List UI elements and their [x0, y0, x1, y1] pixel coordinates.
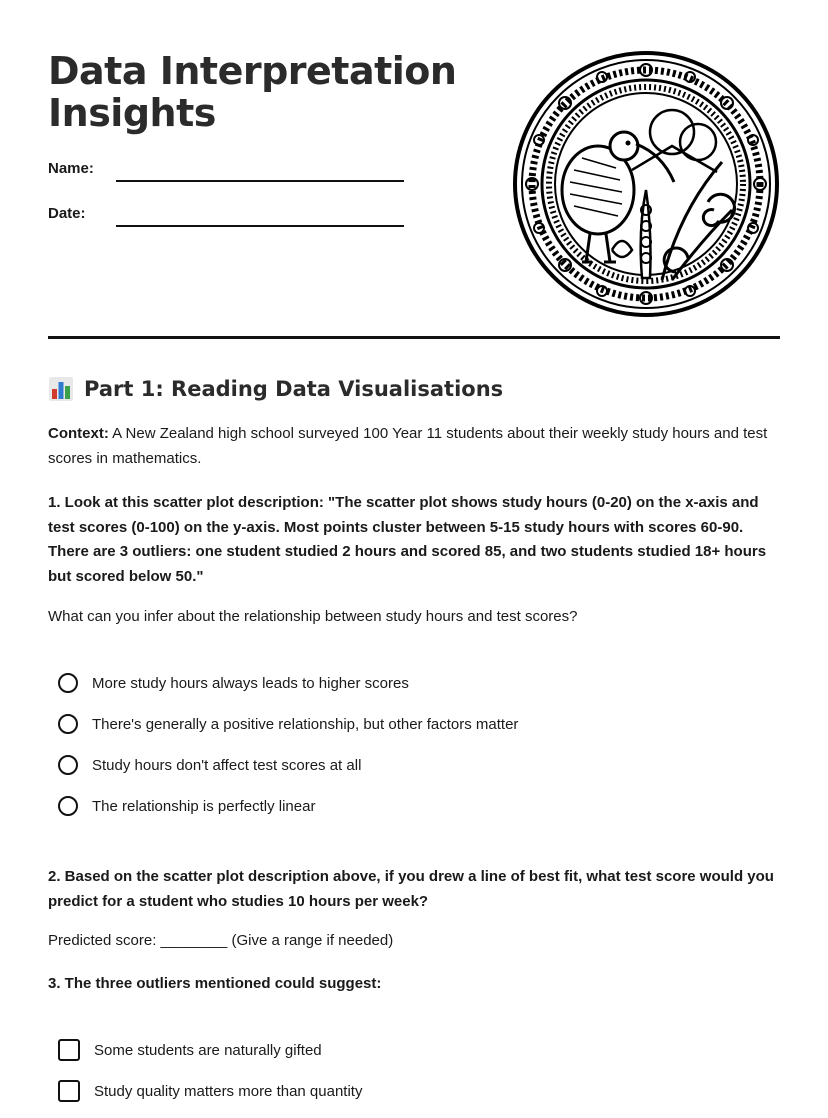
question-2-answer-line[interactable]: Predicted score: ________ (Give a range if needed) — [48, 932, 394, 949]
question-1-prompt: What can you infer about the relationship between study hours and test scores? — [48, 608, 578, 625]
context-text: A New Zealand high school surveyed 100 Year 11 students about their weekly study hours and test scores in mathematics. — [48, 425, 768, 467]
page-title — [48, 50, 468, 134]
part1-heading — [48, 374, 503, 404]
date-label: Date: — [48, 205, 86, 222]
q1-option-4[interactable] — [58, 793, 315, 819]
radio-button[interactable] — [58, 714, 78, 734]
question-3-text: 3. The three outliers mentioned could suggest: — [48, 975, 382, 992]
date-write-line[interactable] — [116, 225, 404, 227]
kiwi-bird-seal-emblem — [512, 50, 780, 318]
radio-button[interactable] — [58, 755, 78, 775]
radio-button[interactable] — [58, 673, 78, 693]
q3-option-1[interactable] — [58, 1037, 322, 1063]
question-2-text: 2. Based on the scatter plot description above, if you drew a line of best fit, what test score would you predict for a student who studies 10 hours per week? — [48, 868, 774, 910]
option-label: More study hours always leads to higher scores — [92, 674, 409, 692]
option-label: The relationship is perfectly linear — [92, 797, 316, 815]
q1-option-3[interactable] — [58, 752, 361, 778]
checkbox[interactable] — [58, 1039, 80, 1061]
option-label: Study quality matters more than quantity — [94, 1082, 363, 1100]
date-field[interactable] — [48, 205, 408, 235]
bar-chart-icon — [48, 376, 74, 402]
option-label: Some students are naturally gifted — [94, 1041, 322, 1059]
worksheet-page — [48, 0, 780, 1118]
q1-option-1[interactable] — [58, 670, 409, 696]
radio-button[interactable] — [58, 796, 78, 816]
section-divider — [48, 336, 780, 339]
name-write-line[interactable] — [116, 180, 404, 182]
name-label: Name: — [48, 160, 94, 177]
option-label: Study hours don't affect test scores at all — [92, 756, 362, 774]
q3-option-2[interactable] — [58, 1078, 362, 1104]
title-line-1: Data Interpretation — [48, 49, 457, 93]
name-field[interactable] — [48, 160, 408, 190]
context-paragraph — [48, 422, 780, 471]
context-label: Context: — [48, 425, 109, 442]
title-line-2: Insights — [48, 91, 216, 135]
part1-title: Part 1: Reading Data Visualisations — [84, 377, 504, 401]
option-label: There's generally a positive relationship, but other factors matter — [92, 715, 519, 733]
question-1-text: 1. Look at this scatter plot description: "The scatter plot shows study hours (0-20) on the x-axis and test scores (0-100) on the y-axis. Most points cluster between 5-15 study hours with scores 60-90. There are 3 outliers: one student studied 2 hours and scored 85, and two students studied 18+ hours but scored below 50." — [48, 494, 767, 585]
q1-option-2[interactable] — [58, 711, 518, 737]
checkbox[interactable] — [58, 1080, 80, 1102]
